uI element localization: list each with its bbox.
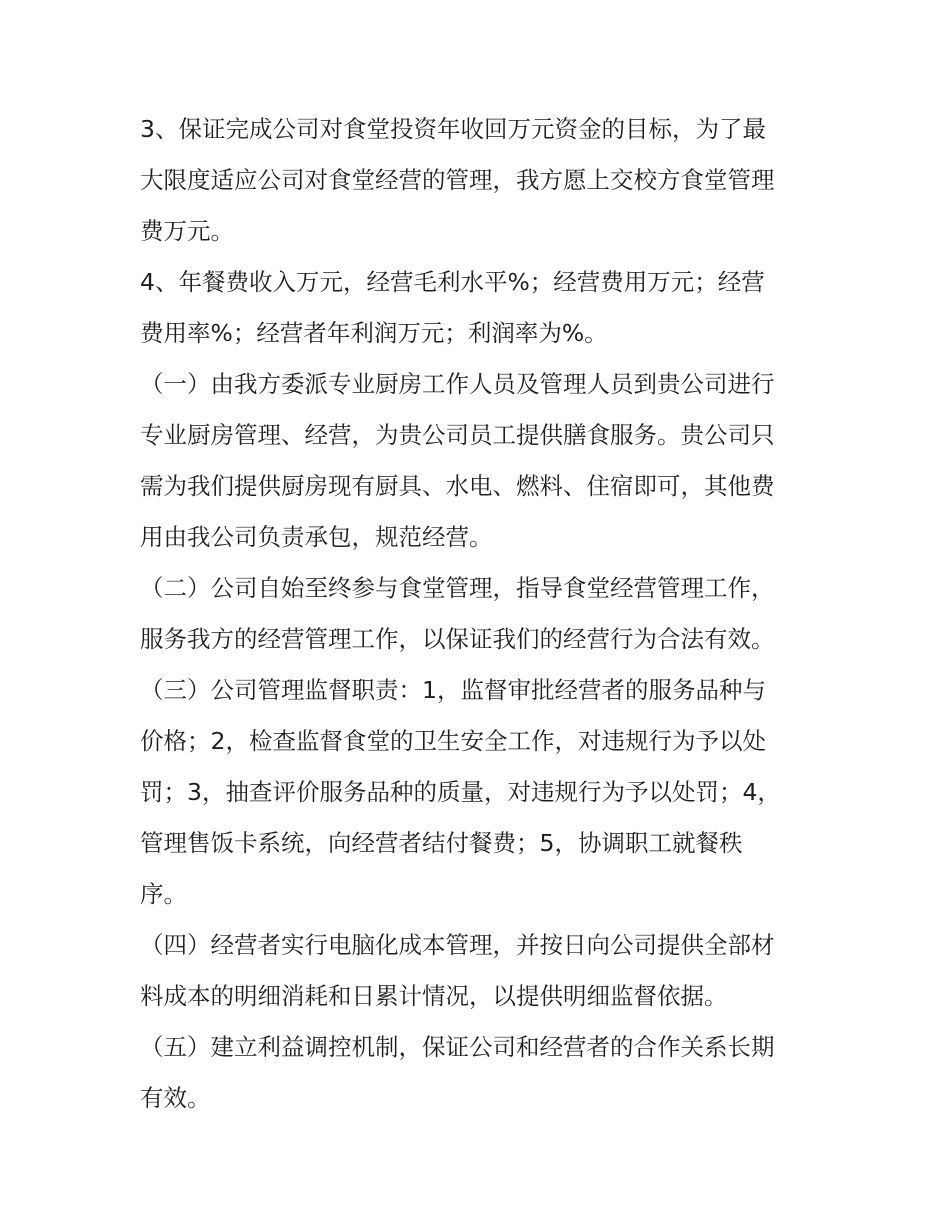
text-line: 罚；3，抽查评价服务品种的质量，对违规行为予以处罚；4， <box>140 778 781 806</box>
text-line: 服务我方的经营管理工作，以保证我们的经营行为合法有效。 <box>140 625 775 653</box>
document-body <box>140 104 820 1124</box>
paragraph-section-4 <box>140 920 820 1022</box>
text-line: （四）经营者实行电脑化成本管理，并按日向公司提供全部材 <box>140 931 775 959</box>
text-line: 序。 <box>140 880 187 908</box>
text-line: 专业厨房管理、经营，为贵公司员工提供膳食服务。贵公司只 <box>140 421 775 449</box>
paragraph-section-1 <box>140 359 820 563</box>
text-line: 需为我们提供厨房现有厨具、水电、燃料、住宿即可，其他费 <box>140 472 775 500</box>
text-line: 有效。 <box>140 1084 211 1112</box>
paragraph-section-3 <box>140 665 820 920</box>
text-line: 价格；2，检查监督食堂的卫生安全工作，对违规行为予以处 <box>140 727 766 755</box>
text-line: 管理售饭卡系统，向经营者结付餐费；5，协调职工就餐秩 <box>140 829 743 857</box>
text-line: 费用率%；经营者年利润万元；利润率为%。 <box>140 319 608 347</box>
text-line: 3、保证完成公司对食堂投资年收回万元资金的目标，为了最 <box>140 115 766 143</box>
text-line: 费万元。 <box>140 217 234 245</box>
text-line: （一）由我方委派专业厨房工作人员及管理人员到贵公司进行 <box>140 370 775 398</box>
text-line: 料成本的明细消耗和日累计情况，以提供明细监督依据。 <box>140 982 728 1010</box>
paragraph-item-3 <box>140 104 820 257</box>
text-line: （五）建立利益调控机制，保证公司和经营者的合作关系长期 <box>140 1033 775 1061</box>
text-line: （三）公司管理监督职责：1，监督审批经营者的服务品种与 <box>140 676 766 704</box>
text-line: （二）公司自始至终参与食堂管理，指导食堂经营管理工作， <box>140 574 775 602</box>
paragraph-section-2 <box>140 563 820 665</box>
paragraph-item-4 <box>140 257 820 359</box>
text-line: 大限度适应公司对食堂经营的管理，我方愿上交校方食堂管理 <box>140 166 775 194</box>
paragraph-section-5 <box>140 1022 820 1124</box>
text-line: 用由我公司负责承包，规范经营。 <box>140 523 493 551</box>
text-line: 4、年餐费收入万元，经营毛利水平%；经营费用万元；经营 <box>140 268 765 296</box>
